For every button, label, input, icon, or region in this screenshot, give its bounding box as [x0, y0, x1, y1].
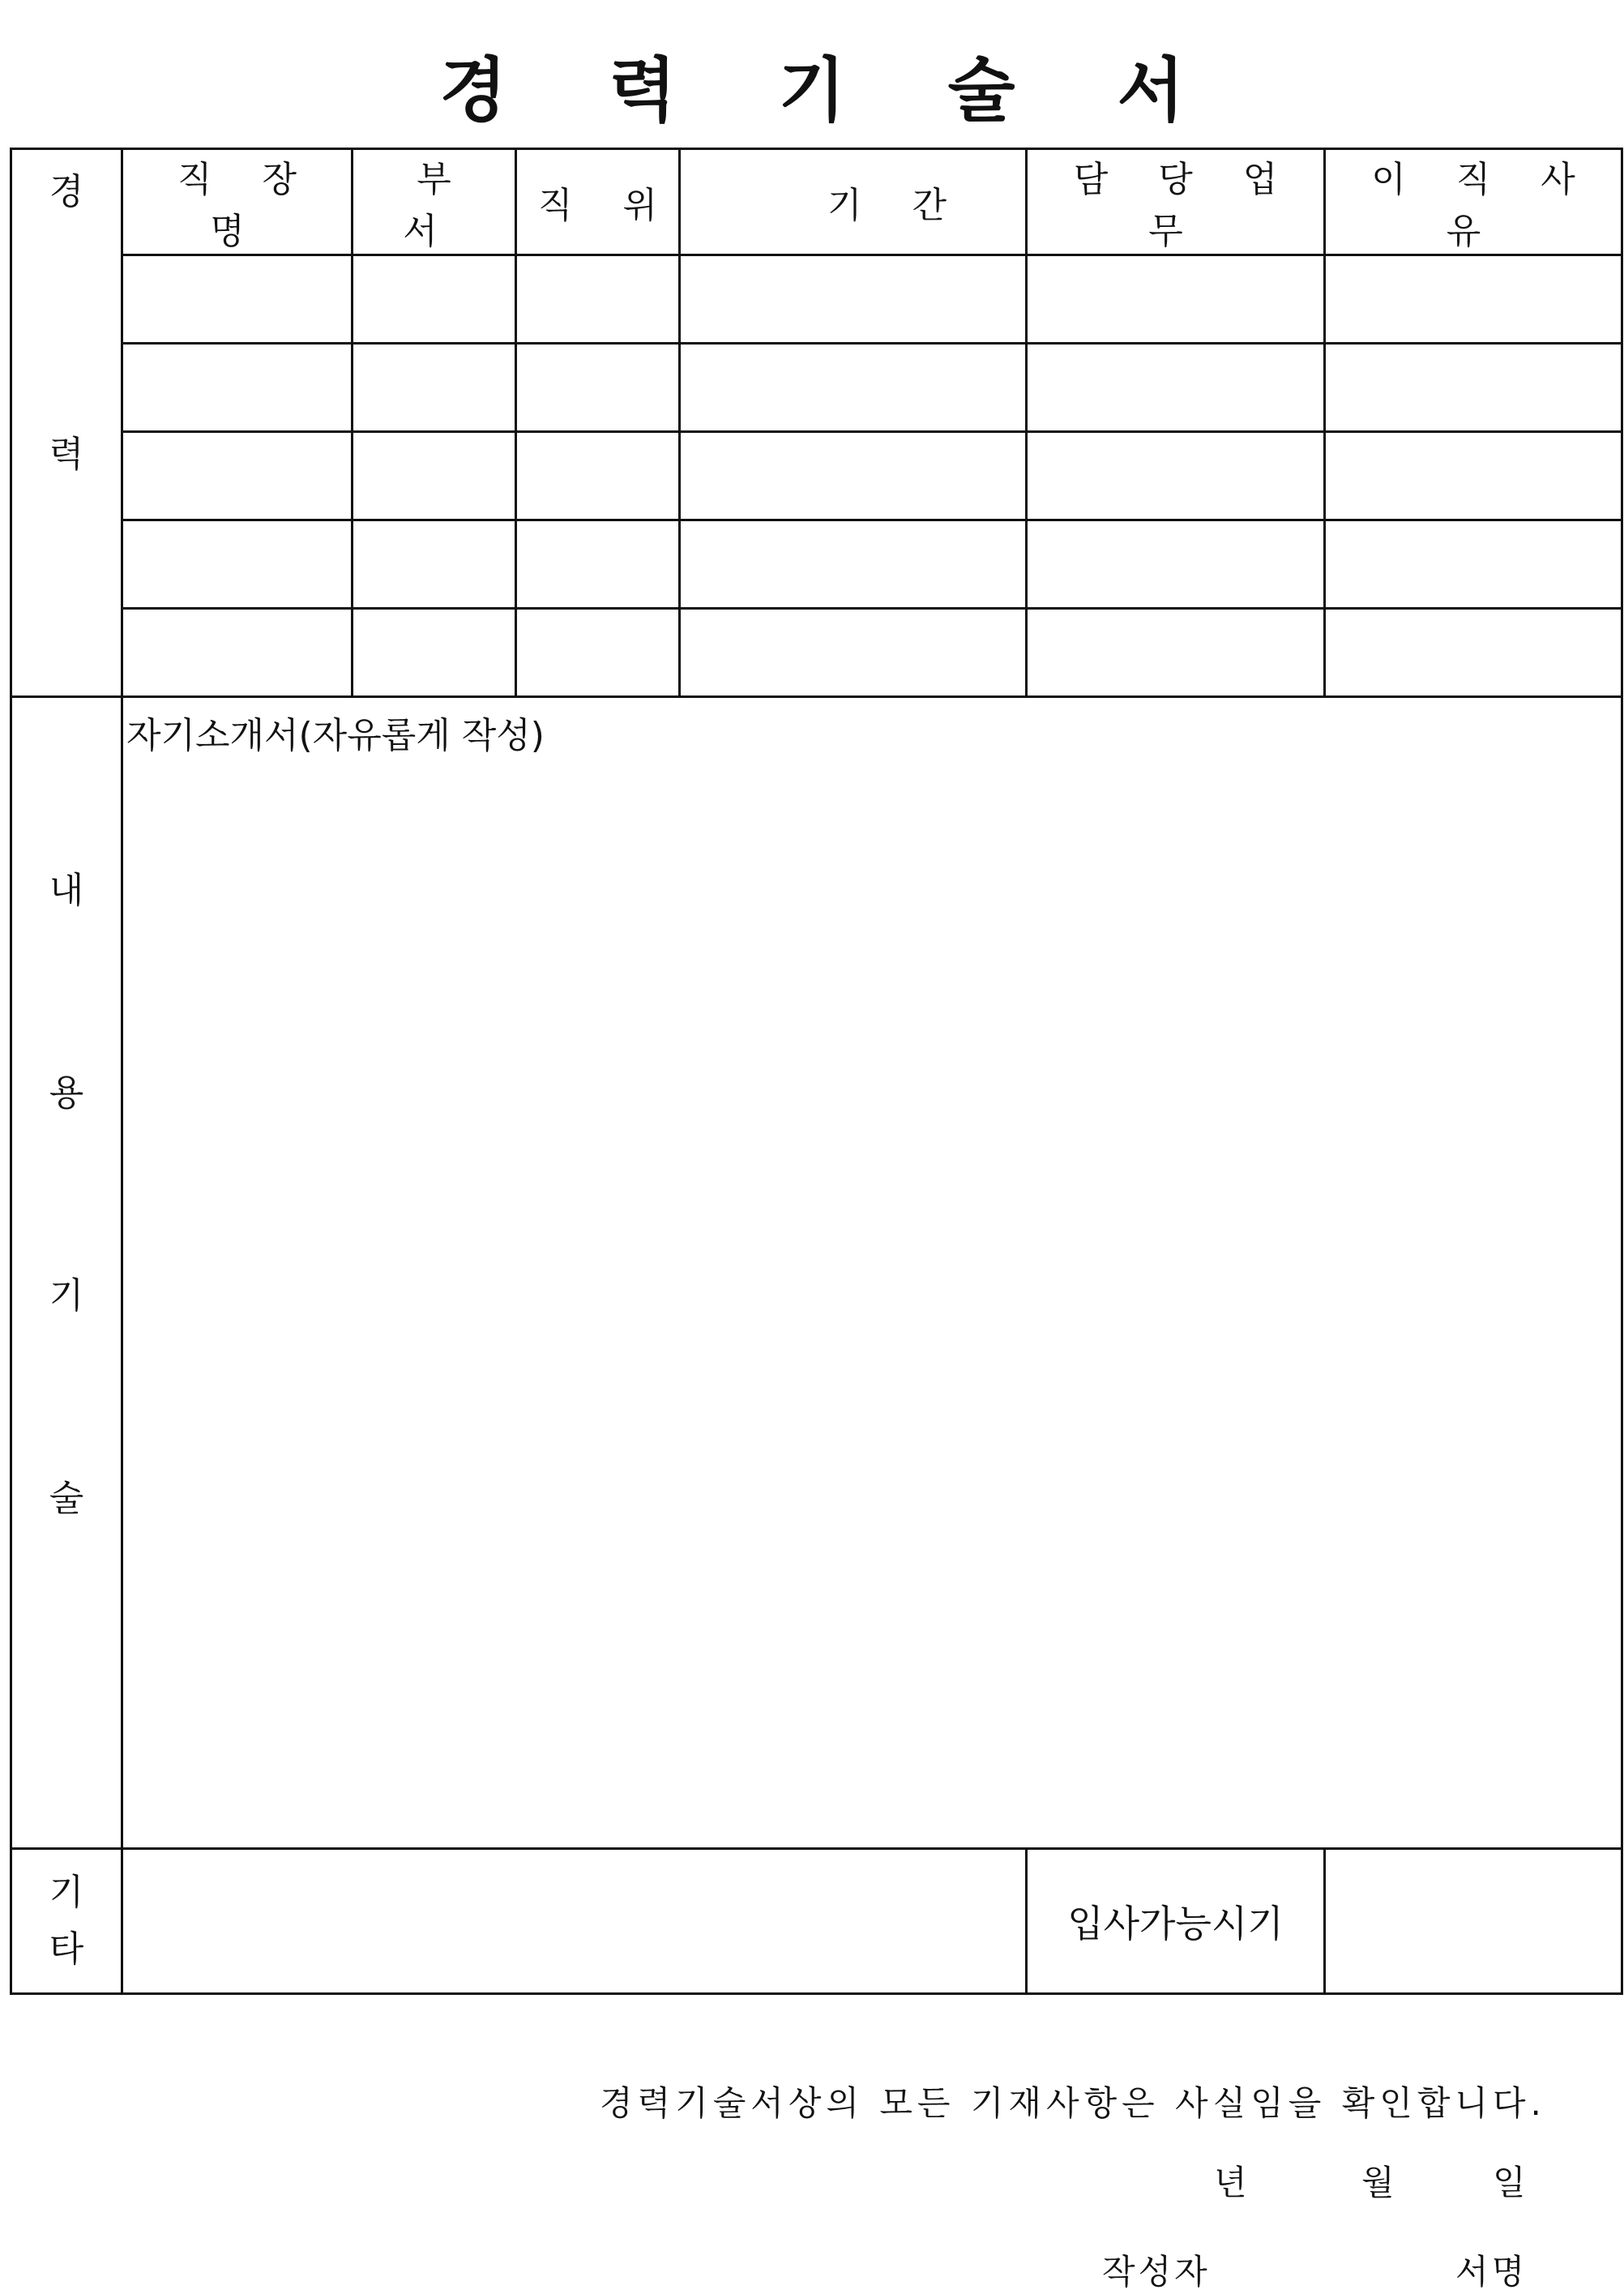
- self-introduction-area[interactable]: [122, 697, 1622, 1849]
- career-row: [11, 520, 1622, 609]
- duties-cell[interactable]: [1027, 432, 1325, 520]
- period-cell[interactable]: [680, 344, 1027, 432]
- career-row: [11, 609, 1622, 697]
- self-introduction-label: 자기소개서(자유롭게 작성): [126, 715, 545, 756]
- header-position: 직 위: [516, 149, 680, 255]
- content-row: [11, 697, 1622, 1849]
- period-cell[interactable]: [680, 432, 1027, 520]
- header-duties: 담 당 업 무: [1027, 149, 1325, 255]
- content-label-char-1: 내: [49, 870, 84, 911]
- career-form-table: [10, 148, 1623, 1995]
- company-cell[interactable]: [122, 609, 353, 697]
- period-cell[interactable]: [680, 520, 1027, 609]
- position-cell[interactable]: [516, 255, 680, 344]
- other-notes-cell[interactable]: [122, 1849, 1027, 1994]
- leave-reason-cell[interactable]: [1325, 609, 1622, 697]
- duties-cell[interactable]: [1027, 609, 1325, 697]
- company-cell[interactable]: [122, 432, 353, 520]
- career-label-char-2: 력: [49, 434, 84, 475]
- career-row: [11, 255, 1622, 344]
- other-label-char-1: 기: [49, 1872, 84, 1913]
- department-cell[interactable]: [353, 609, 516, 697]
- leave-reason-cell[interactable]: [1325, 432, 1622, 520]
- available-date-cell[interactable]: [1325, 1849, 1622, 1994]
- content-section-label: [11, 697, 122, 1849]
- duties-cell[interactable]: [1027, 255, 1325, 344]
- leave-reason-cell[interactable]: [1325, 255, 1622, 344]
- header-period: 기 간: [680, 149, 1027, 255]
- day-label: 일: [1493, 2163, 1526, 2202]
- department-cell[interactable]: [353, 520, 516, 609]
- period-cell[interactable]: [680, 609, 1027, 697]
- year-label: 년: [1214, 2163, 1247, 2202]
- company-cell[interactable]: [122, 520, 353, 609]
- signature-label: 서명: [1455, 2252, 1528, 2292]
- writer-label: 작성자: [1102, 2252, 1211, 2292]
- content-label-char-2: 용: [49, 1072, 84, 1114]
- content-label-char-3: 기: [49, 1275, 84, 1316]
- career-row: [11, 432, 1622, 520]
- duties-cell[interactable]: [1027, 520, 1325, 609]
- available-date-label: 입사가능시기: [1027, 1849, 1325, 1994]
- career-section-label: [11, 149, 122, 697]
- position-cell[interactable]: [516, 344, 680, 432]
- department-cell[interactable]: [353, 344, 516, 432]
- document-title: 경 력 기 술 서: [439, 50, 1224, 131]
- company-cell[interactable]: [122, 255, 353, 344]
- company-cell[interactable]: [122, 344, 353, 432]
- other-row: [11, 1849, 1622, 1994]
- position-cell[interactable]: [516, 609, 680, 697]
- career-row: [11, 344, 1622, 432]
- department-cell[interactable]: [353, 255, 516, 344]
- period-cell[interactable]: [680, 255, 1027, 344]
- department-cell[interactable]: [353, 432, 516, 520]
- header-leave-reason: 이 직 사 유: [1325, 149, 1622, 255]
- content-label-char-4: 술: [49, 1478, 84, 1519]
- header-department: 부 서: [353, 149, 516, 255]
- position-cell[interactable]: [516, 432, 680, 520]
- month-label: 월: [1361, 2163, 1395, 2202]
- career-label-char-1: 경: [49, 171, 84, 212]
- leave-reason-cell[interactable]: [1325, 520, 1622, 609]
- header-company: 직 장 명: [122, 149, 353, 255]
- position-cell[interactable]: [516, 520, 680, 609]
- declaration-text: 경력기술서상의 모든 기재사항은 사실임을 확인합니다.: [600, 2083, 1546, 2123]
- leave-reason-cell[interactable]: [1325, 344, 1622, 432]
- other-label-char-2: 타: [49, 1928, 84, 1970]
- career-header-row: [11, 149, 1622, 255]
- other-section-label: [11, 1849, 122, 1994]
- duties-cell[interactable]: [1027, 344, 1325, 432]
